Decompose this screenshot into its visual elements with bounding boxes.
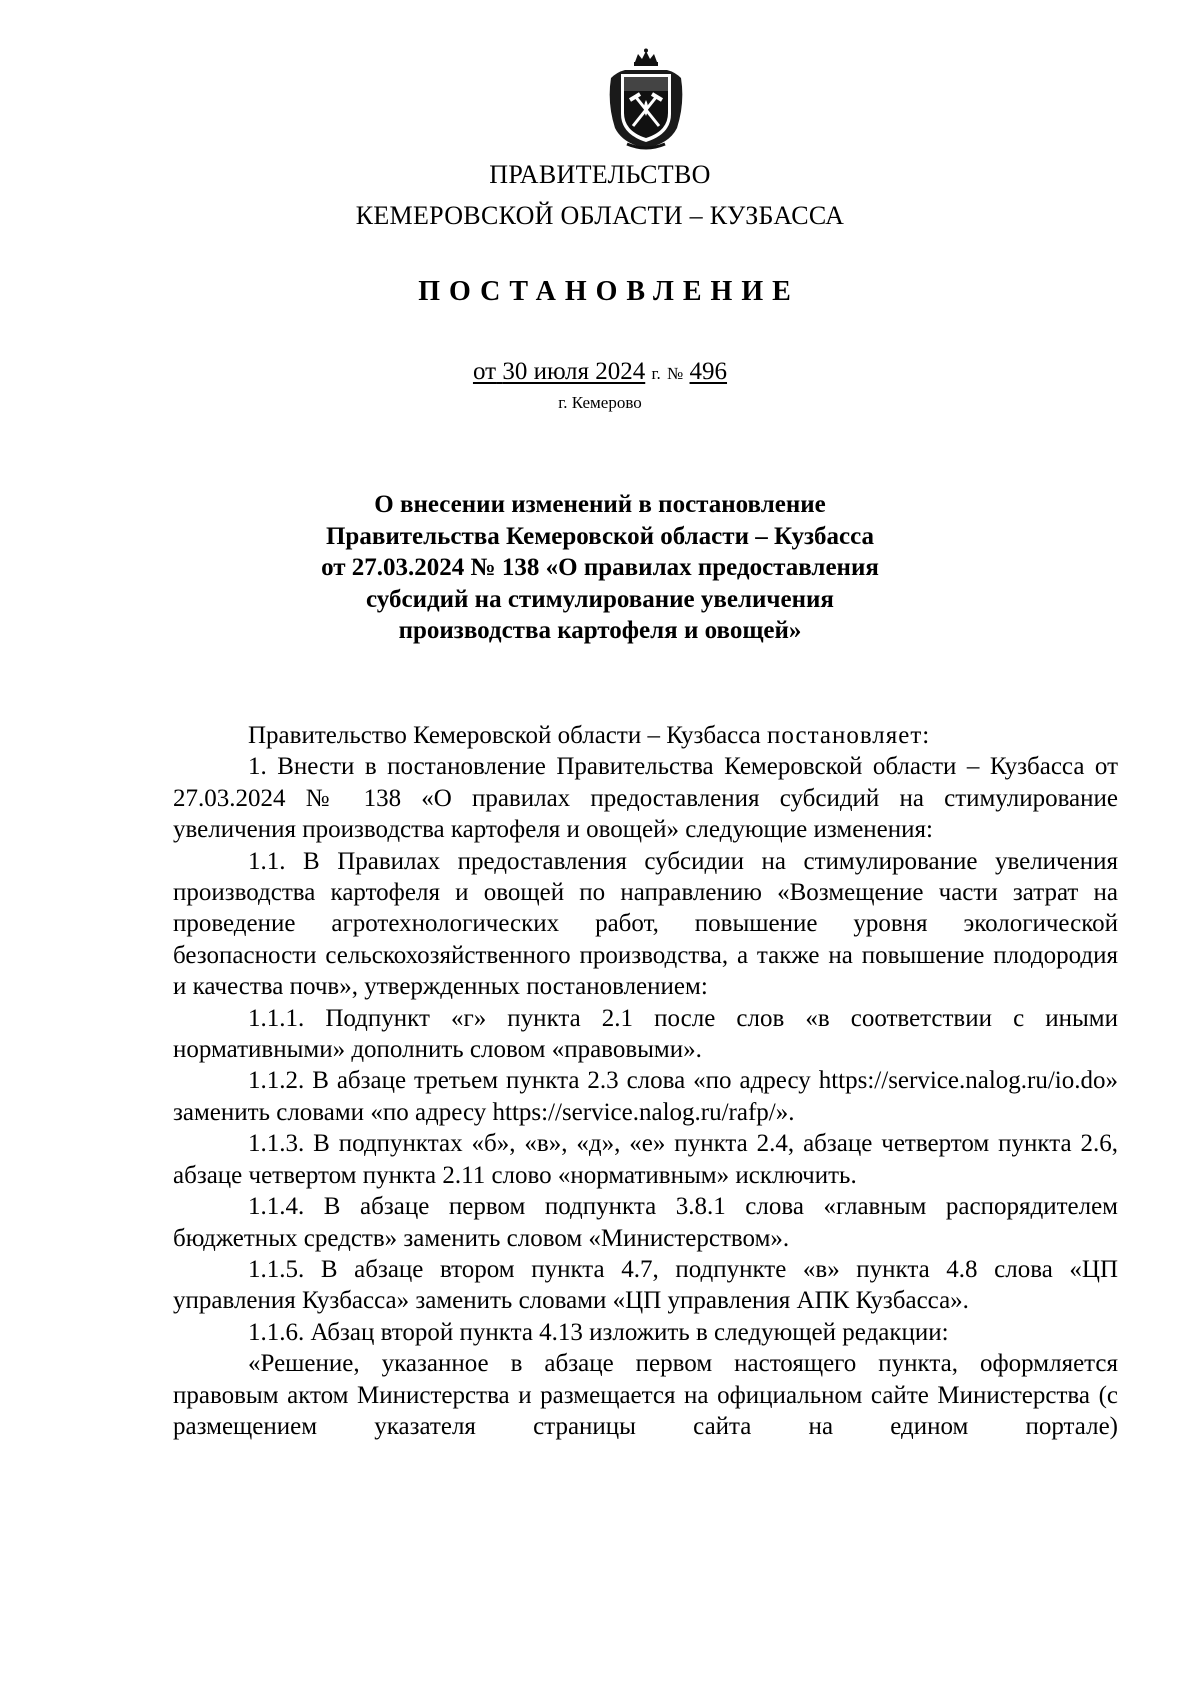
title-line: субсидий на стимулирование увеличения (366, 585, 834, 613)
document-body (173, 720, 1118, 1442)
date-value: 30 июля 2024 (502, 358, 646, 385)
intro-verb: постановляет: (767, 722, 931, 749)
document-number: 496 (689, 358, 728, 385)
body-paragraph: 1.1.3. В подпунктах «б», «в», «д», «е» пункта 2.4, абзаце четвертом пункта 2.6, абзаце четвертом пункта 2.11 слово «нормативным» исключить. (173, 1130, 1118, 1189)
body-paragraph: 1.1. В Правилах предоставления субсидии на стимулирование увеличения производства картофеля и овощей по направлению «Возмещение части затрат на проведение агротехнологических работ, повышение уровня экологической безопасности сельскохозяйственного производства, а также на повышение плодородия и качества почв», утвержденных постановлением: (173, 847, 1118, 1001)
body-paragraph: 1.1.2. В абзаце третьем пункта 2.3 слова «по адресу https://service.nalog.ru/io.do» заменить словами «по адресу https://service.nalog.ru/rafp/». (173, 1067, 1118, 1126)
title-line: производства картофеля и овощей» (398, 617, 802, 644)
body-paragraph: 1.1.6. Абзац второй пункта 4.13 изложить в следующей редакции: (248, 1318, 949, 1346)
body-paragraph: 1. Внести в постановление Правительства Кемеровской области – Кузбасса от 27.03.2024 № 138 «О правилах предоставления субсидий на стимулирование увеличения производства картофеля и овощей» следующие изменения: (173, 753, 1118, 844)
body-paragraph: 1.1.4. В абзаце первом подпункта 3.8.1 слова «главным распорядителем бюджетных средств» заменить словом «Министерством». (173, 1193, 1118, 1252)
body-paragraph: 1.1.5. В абзаце втором пункта 4.7, подпункте «в» пункта 4.8 слова «ЦП управления Кузбасса» заменить словами «ЦП управления АПК Кузбасса». (173, 1255, 1118, 1315)
intro-paragraph (173, 720, 1118, 751)
year-suffix: г. (651, 364, 661, 383)
org-name-line-2: КЕМЕРОВСКОЙ ОБЛАСТИ – КУЗБАССА (355, 201, 845, 230)
title-line: О внесении изменений в постановление (374, 491, 826, 518)
title-line: от 27.03.2024 № 138 «О правилах предоставления (321, 554, 879, 581)
date-underlined (473, 358, 645, 385)
intro-lead: Правительство Кемеровской области – Кузбасса (248, 722, 761, 749)
document-title (250, 489, 950, 647)
document-date-number (0, 358, 1200, 386)
kemerovo-region-coat-of-arms-icon (605, 48, 687, 150)
date-prefix: от (472, 358, 497, 385)
document-type-heading: ПОСТАНОВЛЕНИЕ (418, 276, 800, 307)
city-name: г. Кемерово (558, 393, 642, 412)
body-paragraph: 1.1.1. Подпункт «г» пункта 2.1 после слов «в соответствии с иными нормативными» дополнить словом «правовыми». (173, 1004, 1118, 1064)
org-name-line-1: ПРАВИТЕЛЬСТВО (489, 160, 711, 189)
body-paragraph: «Решение, указанное в абзаце первом настоящего пункта, оформляется правовым актом Министерства и размещается на официальном сайте Министерства (с размещением указателя страницы сайта на едином портале) (173, 1350, 1118, 1440)
title-line: Правительства Кемеровской области – Кузбасса (325, 522, 875, 550)
number-sign: № (667, 364, 684, 383)
